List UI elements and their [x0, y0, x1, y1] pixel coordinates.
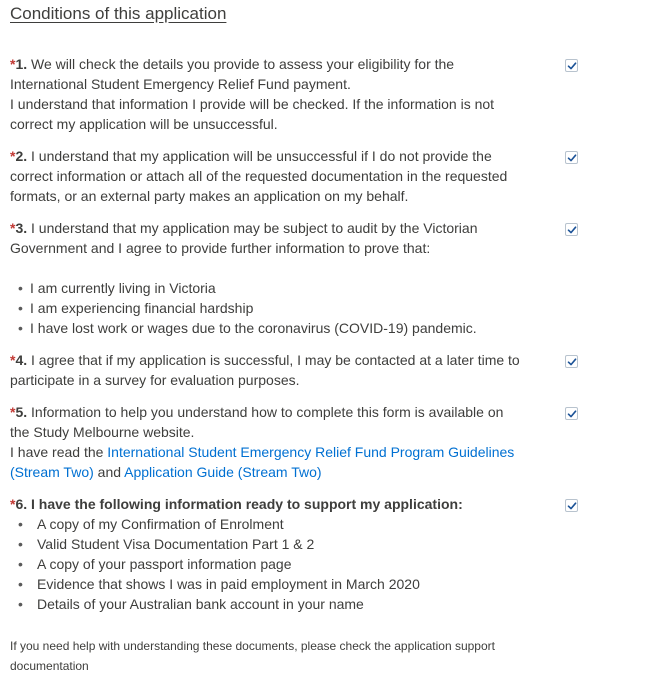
section-heading: Conditions of this application — [10, 4, 227, 23]
condition-number: 2. — [15, 148, 28, 164]
condition-text: We will check the details you provide to assess your eligibility for the — [31, 56, 455, 72]
condition-4-checkbox[interactable] — [565, 355, 578, 368]
required-star: * — [10, 220, 16, 236]
help-footer-text: If you need help with understanding these documents, please check the application support documentation — [10, 639, 495, 673]
condition-text: I understand that my application may be subject to audit by the Victorian — [31, 220, 478, 236]
condition-3-list — [10, 278, 555, 338]
condition-6 — [10, 494, 555, 614]
read-and-text: and — [93, 464, 125, 480]
required-star: * — [10, 56, 16, 72]
checkbox-checked-icon — [567, 501, 577, 511]
condition-number: 4. — [15, 352, 28, 368]
condition-text: correct my application will be unsuccessful. — [10, 116, 278, 132]
condition-text: I have the following information ready to support my application: — [31, 496, 463, 512]
condition-number: 5. — [15, 404, 28, 420]
required-star: * — [10, 352, 16, 368]
checkbox-checked-icon — [567, 61, 577, 71]
condition-5 — [10, 402, 555, 482]
condition-4 — [10, 350, 555, 390]
list-item: • Evidence that shows I was in paid employment in March 2020 — [18, 574, 555, 594]
program-guidelines-link[interactable]: International Student Emergency Relief Fund Program Guidelines (Stream Two) — [10, 444, 515, 480]
condition-6-checkbox[interactable] — [565, 499, 578, 512]
condition-3 — [10, 218, 555, 338]
required-star: * — [10, 148, 16, 164]
condition-3-checkbox[interactable] — [565, 223, 578, 236]
list-item: • A copy of your passport information page — [18, 554, 555, 574]
list-item: • I am experiencing financial hardship — [18, 298, 555, 318]
condition-text: International Student Emergency Relief Fund payment. — [10, 76, 351, 92]
list-item: • Details of your Australian bank account in your name — [18, 594, 555, 614]
condition-text: I understand that my application will be unsuccessful if I do not provide the — [31, 148, 492, 164]
condition-number: 3. — [15, 220, 28, 236]
condition-1 — [10, 54, 555, 134]
condition-text: participate in a survey for evaluation purposes. — [10, 372, 300, 388]
list-item: • I am currently living in Victoria — [18, 278, 555, 298]
list-item: • I have lost work or wages due to the coronavirus (COVID-19) pandemic. — [18, 318, 555, 338]
condition-2 — [10, 146, 555, 206]
required-documents-list — [10, 514, 555, 614]
condition-text: I understand that information I provide will be checked. If the information is not — [10, 96, 495, 112]
condition-text: formats, or an external party makes an application on my behalf. — [10, 188, 409, 204]
read-prefix-text: I have read the — [10, 444, 108, 460]
condition-text: correct information or attach all of the requested documentation in the requested — [10, 168, 508, 184]
condition-text: Information to help you understand how to complete this form is available on — [31, 404, 504, 420]
checkbox-checked-icon — [567, 357, 577, 367]
condition-5-checkbox[interactable] — [565, 407, 578, 420]
list-item: • A copy of my Confirmation of Enrolment — [18, 514, 555, 534]
application-guide-link[interactable]: Application Guide (Stream Two) — [124, 464, 322, 480]
condition-text: I agree that if my application is successful, I may be contacted at a later time to — [31, 352, 520, 368]
condition-number: 6. — [15, 496, 28, 512]
condition-number: 1. — [15, 56, 28, 72]
checkbox-checked-icon — [567, 225, 577, 235]
list-item: • Valid Student Visa Documentation Part 1 & 2 — [18, 534, 555, 554]
checkbox-checked-icon — [567, 409, 577, 419]
required-star: * — [10, 404, 16, 420]
condition-1-checkbox[interactable] — [565, 59, 578, 72]
condition-text: Government and I agree to provide further information to prove that: — [10, 240, 431, 256]
checkbox-checked-icon — [567, 153, 577, 163]
condition-2-checkbox[interactable] — [565, 151, 578, 164]
condition-text: the Study Melbourne website. — [10, 424, 195, 440]
required-star: * — [10, 496, 16, 512]
